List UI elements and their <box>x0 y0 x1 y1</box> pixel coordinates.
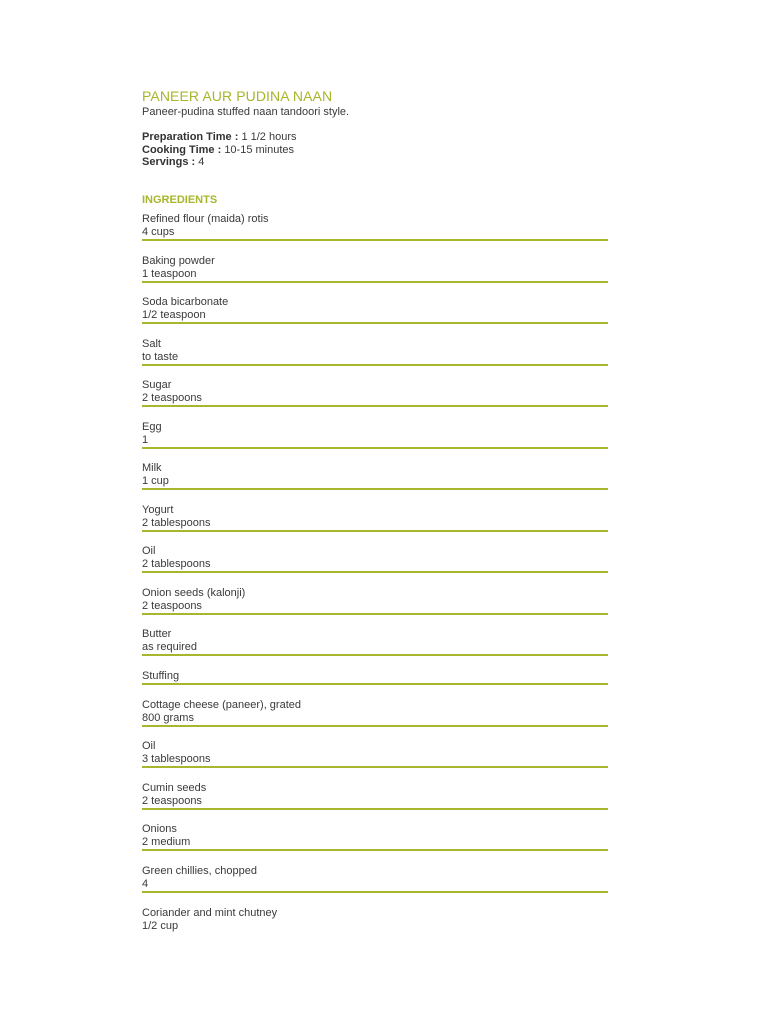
ingredient-name: Oil <box>142 740 156 752</box>
ingredient-quantity: 3 tablespoons <box>142 753 211 765</box>
ingredient-row <box>142 504 608 532</box>
prep-time-value: 1 1/2 hours <box>241 131 297 143</box>
servings <box>142 156 204 169</box>
ingredient-row <box>142 545 608 573</box>
ingredient-quantity: 2 teaspoons <box>142 600 202 612</box>
ingredient-row <box>142 462 608 490</box>
ingredients-heading: INGREDIENTS <box>142 194 218 206</box>
recipe-description: Paneer-pudina stuffed naan tandoori style. <box>142 106 350 118</box>
cook-time-value: 10-15 minutes <box>224 143 295 156</box>
ingredient-row <box>142 213 608 241</box>
ingredient-quantity: 2 medium <box>142 836 191 848</box>
ingredient-row <box>142 907 608 933</box>
ingredient-row <box>142 699 608 727</box>
ingredient-name: Refined flour (maida) rotis <box>142 213 269 225</box>
ingredient-name: Cumin seeds <box>142 782 207 794</box>
ingredient-quantity: 800 grams <box>142 712 194 724</box>
recipe-title: PANEER AUR PUDINA NAAN <box>142 88 333 104</box>
ingredient-quantity: 2 tablespoons <box>142 558 211 570</box>
ingredient-quantity: 1 cup <box>142 475 169 487</box>
ingredient-row <box>142 296 608 324</box>
ingredient-row <box>142 379 608 407</box>
ingredient-row <box>142 740 608 768</box>
ingredient-quantity: 2 teaspoons <box>142 795 202 807</box>
ingredient-row <box>142 865 608 893</box>
ingredient-name: Egg <box>142 421 162 433</box>
ingredient-name: Onions <box>142 823 177 835</box>
ingredient-quantity: 4 cups <box>142 226 175 238</box>
ingredient-name: Oil <box>142 545 156 557</box>
ingredient-name: Butter <box>142 628 172 640</box>
ingredient-name: Baking powder <box>142 255 215 267</box>
ingredient-name: Sugar <box>142 379 172 391</box>
ingredient-name: Onion seeds (kalonji) <box>142 587 246 599</box>
ingredient-row <box>142 338 608 366</box>
ingredient-quantity: 2 tablespoons <box>142 517 211 529</box>
ingredient-name: Salt <box>142 338 161 350</box>
ingredient-name: Cottage cheese (paneer), grated <box>142 699 301 711</box>
ingredient-subheading-row <box>142 670 608 685</box>
prep-time-label: Preparation Time : <box>142 131 239 143</box>
ingredient-quantity: 4 <box>142 878 149 890</box>
prep-time <box>142 131 297 144</box>
ingredient-quantity: 1/2 cup <box>142 920 179 932</box>
ingredient-quantity: 1 teaspoon <box>142 268 197 280</box>
ingredient-quantity: 1/2 teaspoon <box>142 309 206 321</box>
servings-label: Servings : <box>142 156 196 168</box>
ingredient-quantity: 2 teaspoons <box>142 392 202 404</box>
ingredient-subheading: Stuffing <box>142 670 180 682</box>
ingredient-row <box>142 782 608 810</box>
ingredient-row <box>142 628 608 656</box>
ingredient-name: Yogurt <box>142 504 174 516</box>
cook-time <box>142 144 294 157</box>
ingredient-quantity: to taste <box>142 351 179 363</box>
ingredient-row <box>142 823 608 851</box>
ingredient-name: Soda bicarbonate <box>142 296 229 308</box>
servings-value: 4 <box>198 156 205 168</box>
ingredient-name: Green chillies, chopped <box>142 865 257 877</box>
ingredient-quantity: as required <box>142 641 198 653</box>
ingredient-name: Coriander and mint chutney <box>142 907 278 919</box>
cook-time-label: Cooking Time : <box>142 143 222 156</box>
ingredient-row <box>142 255 608 283</box>
ingredient-quantity: 1 <box>142 434 149 446</box>
ingredient-row <box>142 587 608 615</box>
ingredient-row <box>142 421 608 449</box>
ingredient-name: Milk <box>142 462 162 474</box>
